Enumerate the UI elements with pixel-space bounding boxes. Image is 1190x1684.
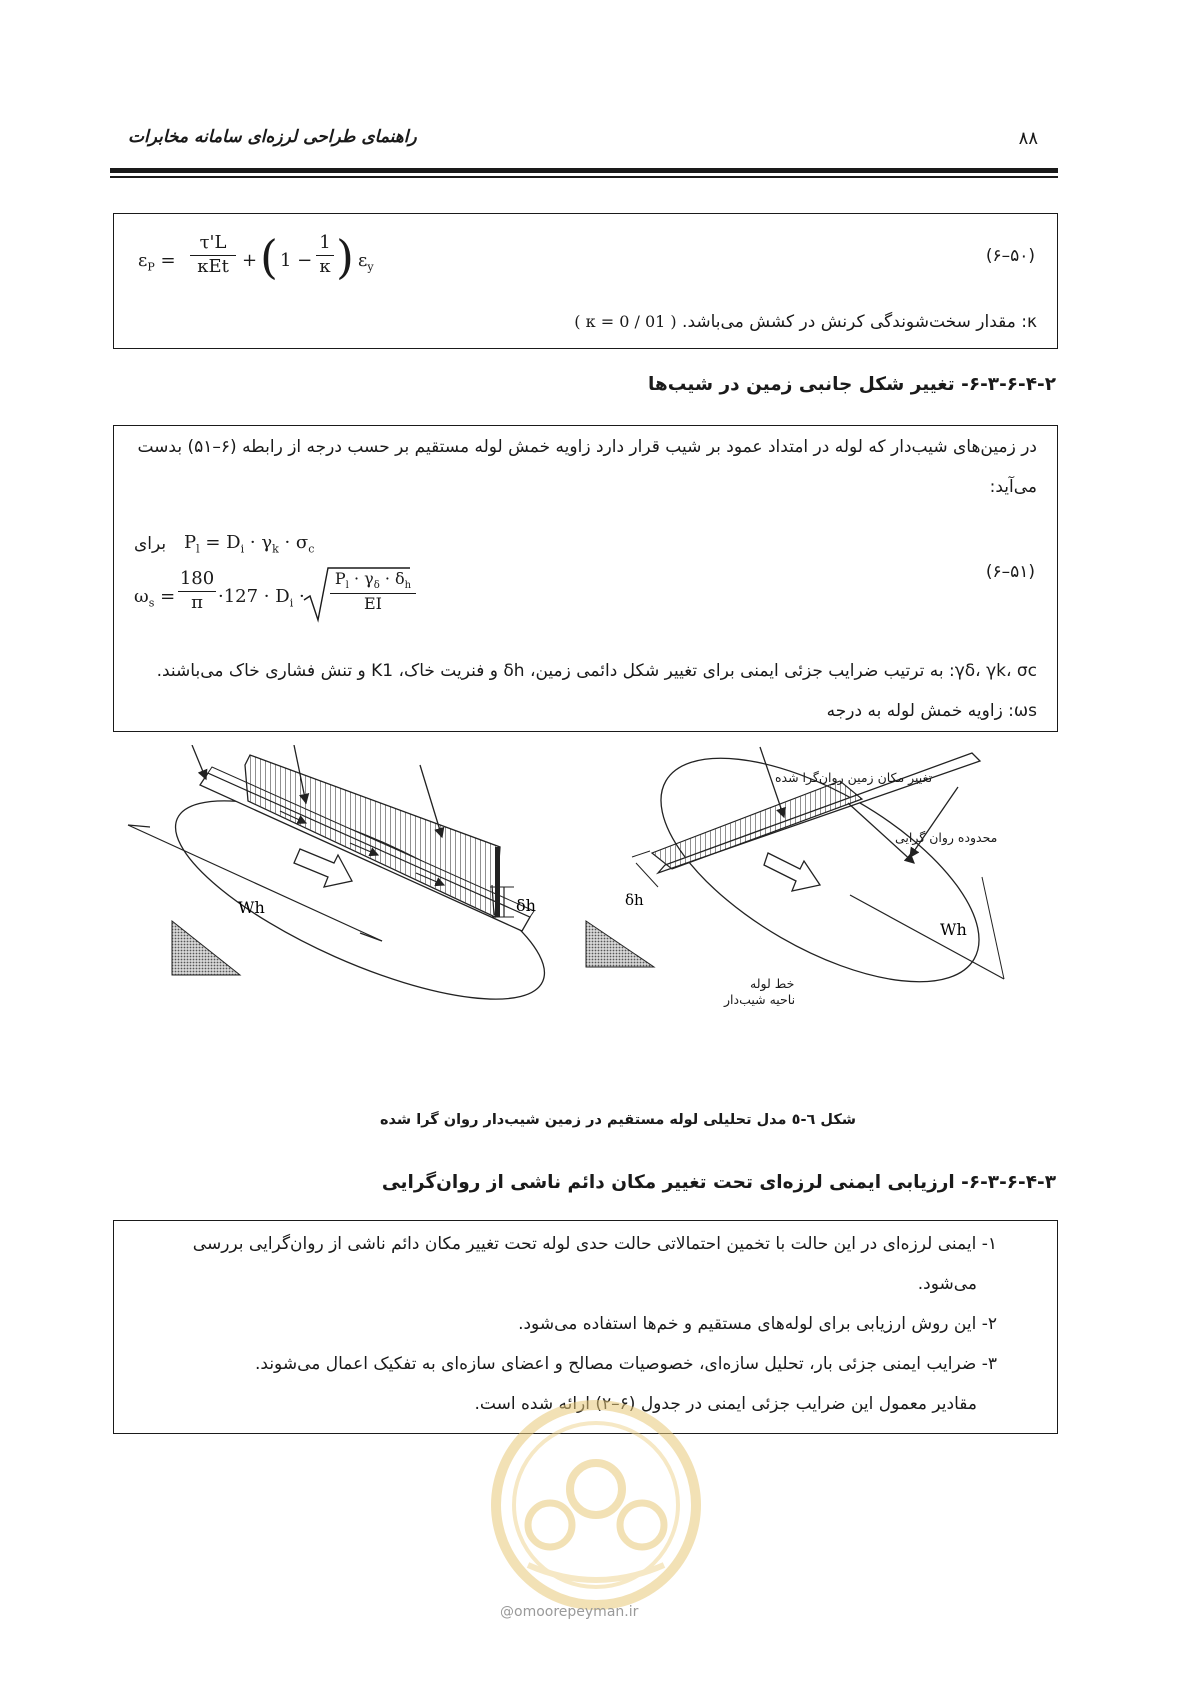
right-diagram xyxy=(586,745,1013,1027)
eq50-fraction-denominator: κEt xyxy=(190,255,236,277)
eq50-inner-numerator: 1 xyxy=(319,232,331,253)
figure-label-pipeline: خط لوله xyxy=(750,976,795,991)
kappa-note xyxy=(574,312,1037,332)
eq50-fraction xyxy=(190,232,236,277)
watermark-url: @omoorepeyman.ir xyxy=(500,1604,639,1620)
right-wh-label: Wh xyxy=(940,920,967,939)
equation-51-box xyxy=(113,425,1058,732)
left-wh-tick-2 xyxy=(360,933,382,941)
figure-slope-pipe-model xyxy=(120,745,1070,1075)
page-number: ۸۸ xyxy=(1018,128,1038,149)
equation-50-number: (۶–۵۰) xyxy=(985,246,1035,266)
right-delta-line xyxy=(636,863,658,887)
eq51-middle: $\cdot 127 \cdot D_i$ · xyxy=(218,586,305,610)
right-liquefaction-ellipse xyxy=(627,745,1013,1027)
left-diagram xyxy=(128,745,568,1038)
left-load-end xyxy=(495,847,500,917)
left-slope-triangle xyxy=(172,921,240,975)
left-block-arrow xyxy=(294,849,352,887)
equation-51-number: (۶–۵۱) xyxy=(985,562,1035,582)
figure-caption: شکل ٦-٥ مدل تحلیلی لوله مستقیم در زمین شیب‌دار روان گرا شده xyxy=(380,1112,857,1128)
eq51-for-word: برای xyxy=(134,534,167,554)
right-wh-dimension xyxy=(850,895,1004,979)
eq51-sqrt-denominator: EI xyxy=(330,593,416,613)
eq51-pl-definition: $P_l = D_i \cdot \gamma_k \cdot \sigma_c$ xyxy=(184,532,315,556)
left-load-arrow-1 xyxy=(192,745,206,779)
figure-label-ground-change: تغییر مکان زمین روان‌گرا شده xyxy=(775,770,933,785)
figure-label-slope-zone: ناحیه شیب‌دار xyxy=(724,992,796,1007)
assessment-item-2: ۲- این روش ارزیابی برای لوله‌های مستقیم و خم‌ها استفاده می‌شود. xyxy=(518,1314,997,1334)
running-header-title: راهنمای طراحی لرزه‌ای سامانه مخابرات xyxy=(128,127,417,147)
eq50-tail: $\varepsilon_y$ xyxy=(358,250,374,274)
right-slope-triangle xyxy=(586,921,654,967)
eq50-lhs: $\varepsilon_P$ xyxy=(138,250,155,274)
eq51-fraction xyxy=(178,568,216,613)
right-delta-tick xyxy=(632,851,650,857)
section-2-omega-line: ωs: زاویه خمش لوله به درجه xyxy=(826,701,1037,721)
section-heading-lateral-slope: ۶-۳-۶-۴-۲- تغییر شکل جانبی زمین در شیب‌ها xyxy=(647,374,1056,395)
right-wh-extension xyxy=(982,877,1004,979)
kappa-note-value: ( κ = 0 / 01 ) xyxy=(574,312,677,331)
kappa-note-text: κ: مقدار سخت‌شوندگی کرنش در کشش می‌باشد. xyxy=(682,312,1037,332)
section-2-intro-line2: می‌آید: xyxy=(989,477,1037,497)
header-rule-thin xyxy=(110,176,1058,178)
eq51-omega-lhs: $\omega_s$ = xyxy=(134,586,176,610)
figure-label-liquefaction-zone: محدوده روان گرایی xyxy=(895,830,998,845)
eq51-sqrt-numerator: $P_l \cdot \gamma_\delta \cdot \delta_h$ xyxy=(334,569,412,592)
right-leader-arrow-3 xyxy=(910,787,958,857)
watermark-seal xyxy=(488,1385,704,1625)
section-2-symbols-line: γδ، γk، σc: به ترتیب ضرایب جزئی ایمنی برای تغییر شکل دائمی زمین، δh و فنریت خاک، K1 و تنش فشاری خاک می‌باشند. xyxy=(156,661,1037,681)
assessment-item-1-line1: ۱- ایمنی لرزه‌ای در این حالت با تخمین احتمالاتی حالت حدی لوله تحت تغییر مکان دائم ناشی از روان‌گرایی بررسی xyxy=(192,1234,997,1254)
assessment-item-3: ۳- ضرایب ایمنی جزئی بار، تحلیل سازه‌ای، خصوصیات مصالح و اعضای سازه‌ای به تفکیک اعمال می‌شوند. xyxy=(255,1354,997,1374)
eq51-sqrt-fraction xyxy=(330,569,416,613)
eq50-plus: + xyxy=(242,250,258,271)
section-2-intro-line1: در زمین‌های شیب‌دار که لوله در امتداد عمود بر شیب قرار دارد زاویه خمش لوله مستقیم بر حسب درجه از رابطه (۶–۵۱) بدست xyxy=(137,437,1037,457)
assessment-item-3-continued: مقادیر معمول این ضرایب جزئی ایمنی در جدول (۶–۲) ارائه شده است. xyxy=(474,1394,977,1414)
equation-50 xyxy=(138,250,176,274)
section-heading-seismic-safety: ۶-۳-۶-۴-۳- ارزیابی ایمنی لرزه‌ای تحت تغییر مکان دائم ناشی از روان‌گرایی xyxy=(381,1172,1056,1193)
right-block-arrow xyxy=(764,853,820,891)
eq50-equals: = xyxy=(160,250,176,271)
equation-50-box xyxy=(113,213,1058,349)
assessment-item-1-line2: می‌شود. xyxy=(917,1274,977,1294)
left-delta-h-label: δh xyxy=(516,896,536,915)
eq51-fraction-denominator: π xyxy=(178,591,216,613)
eq50-fraction-numerator: τ'L xyxy=(199,232,227,253)
eq51-fraction-numerator: 180 xyxy=(179,568,215,589)
right-load-hatch xyxy=(652,781,862,869)
eq50-inner-denominator: κ xyxy=(316,255,334,277)
eq50-inner-fraction xyxy=(316,232,334,277)
eq50-right-paren: ) xyxy=(336,230,354,284)
header-rule-thick xyxy=(110,168,1058,173)
eq50-left-paren: ( xyxy=(260,230,278,284)
left-load-hatch xyxy=(245,755,500,917)
right-delta-h-label: δh xyxy=(625,891,644,909)
left-wh-label: Wh xyxy=(238,898,265,917)
eq50-one-minus: 1 − xyxy=(280,250,313,271)
